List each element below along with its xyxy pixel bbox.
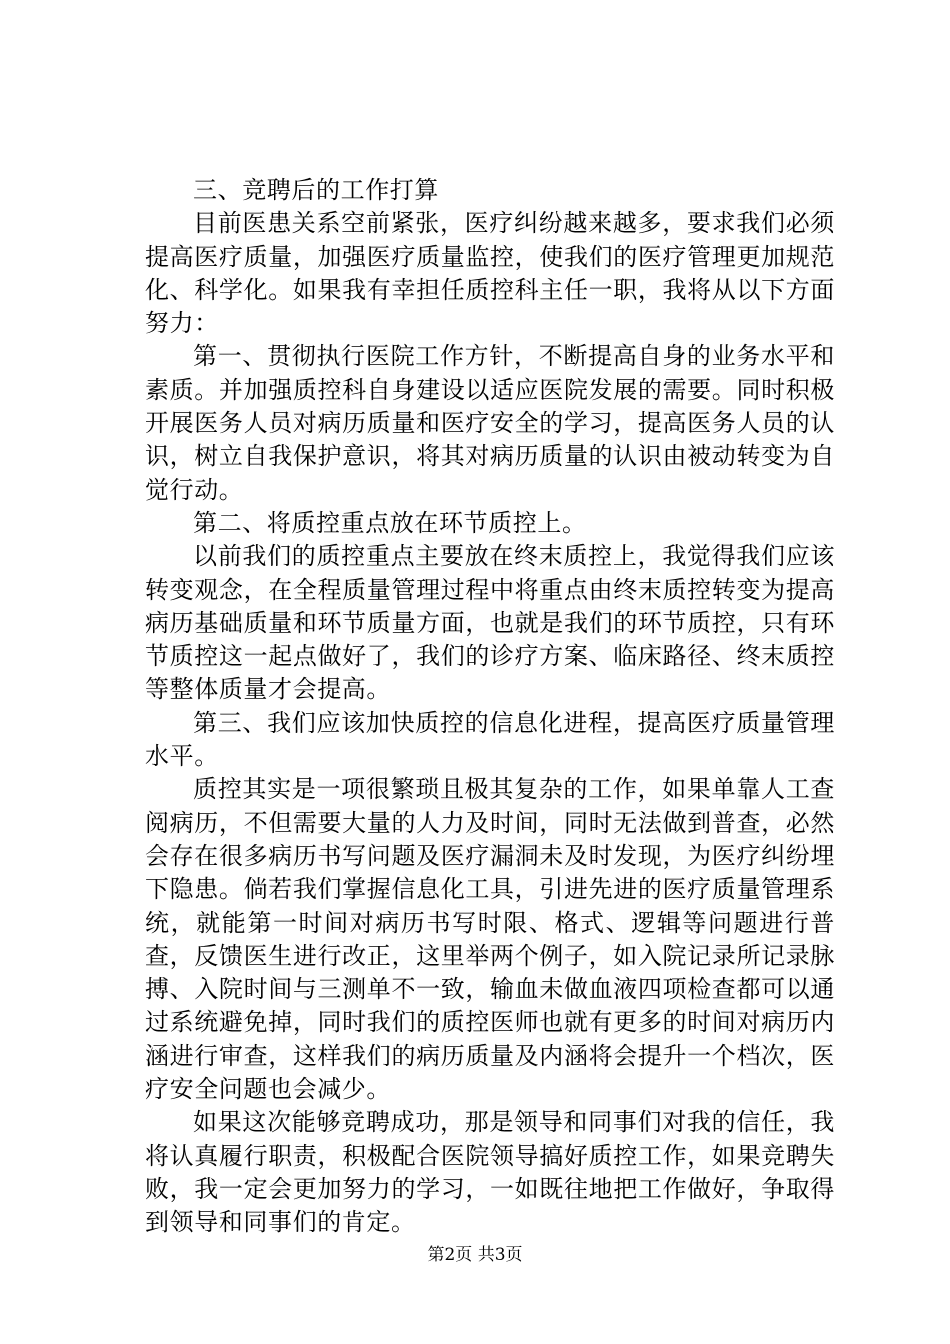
paragraph-second-detail: 以前我们的质控重点主要放在终末质控上，我觉得我们应该转变观念，在全程质量管理过程中将重点由终末质控转变为提高病历基础质量和环节质量方面，也就是我们的环节质控，只有环节质控这一起点做好了，我们的诊疗方案、临床路径、终末质控等整体质量才会提高。 [145, 542, 835, 704]
paragraph-conclusion: 如果这次能够竞聘成功，那是领导和同事们对我的信任，我将认真履行职责，积极配合医院领导搞好质控工作，如果竞聘失败，我一定会更加努力的学习，一如既往地把工作做好，争取得到领导和同事们的肯定。 [145, 1108, 835, 1237]
page-footer [0, 1244, 950, 1266]
paragraph-third-detail: 质控其实是一项很繁琐且极其复杂的工作，如果单靠人工查阅病历，不但需要大量的人力及时间，同时无法做到普查，必然会存在很多病历书写问题及医疗漏洞未及时发现，为医疗纠纷埋下隐患。倘若我们掌握信息化工具，引进先进的医疗质量管理系统，就能第一时间对病历书写时限、格式、逻辑等问题进行普查，反馈医生进行改正，这里举两个例子，如入院记录所记录脉搏、入院时间与三测单不一致，输血未做血液四项检查都可以通过系统避免掉，同时我们的质控医师也就有更多的时间对病历内涵进行审查，这样我们的病历质量及内涵将会提升一个档次，医疗安全问题也会减少。 [145, 775, 835, 1104]
page-number-label: 第2页 共3页 [427, 1245, 523, 1265]
paragraph-second-point: 第二、将质控重点放在环节质控上。 [193, 508, 587, 537]
paragraph-intro: 目前医患关系空前紧张，医疗纠纷越来越多，要求我们必须提高医疗质量，加强医疗质量监控，使我们的医疗管理更加规范化、科学化。如果我有幸担任质控科主任一职，我将从以下方面努力： [145, 209, 835, 338]
paragraph-first-point: 第一、贯彻执行医院工作方针，不断提高自身的业务水平和素质。并加强质控科自身建设以适应医院发展的需要。同时积极开展医务人员对病历质量和医疗安全的学习，提高医务人员的认识，树立自我保护意识，将其对病历质量的认识由被动转变为自觉行动。 [145, 342, 835, 504]
paragraph-third-point: 第三、我们应该加快质控的信息化进程，提高医疗质量管理水平。 [145, 708, 835, 771]
section-heading: 三、竞聘后的工作打算 [193, 176, 439, 204]
document-body [145, 174, 835, 1240]
